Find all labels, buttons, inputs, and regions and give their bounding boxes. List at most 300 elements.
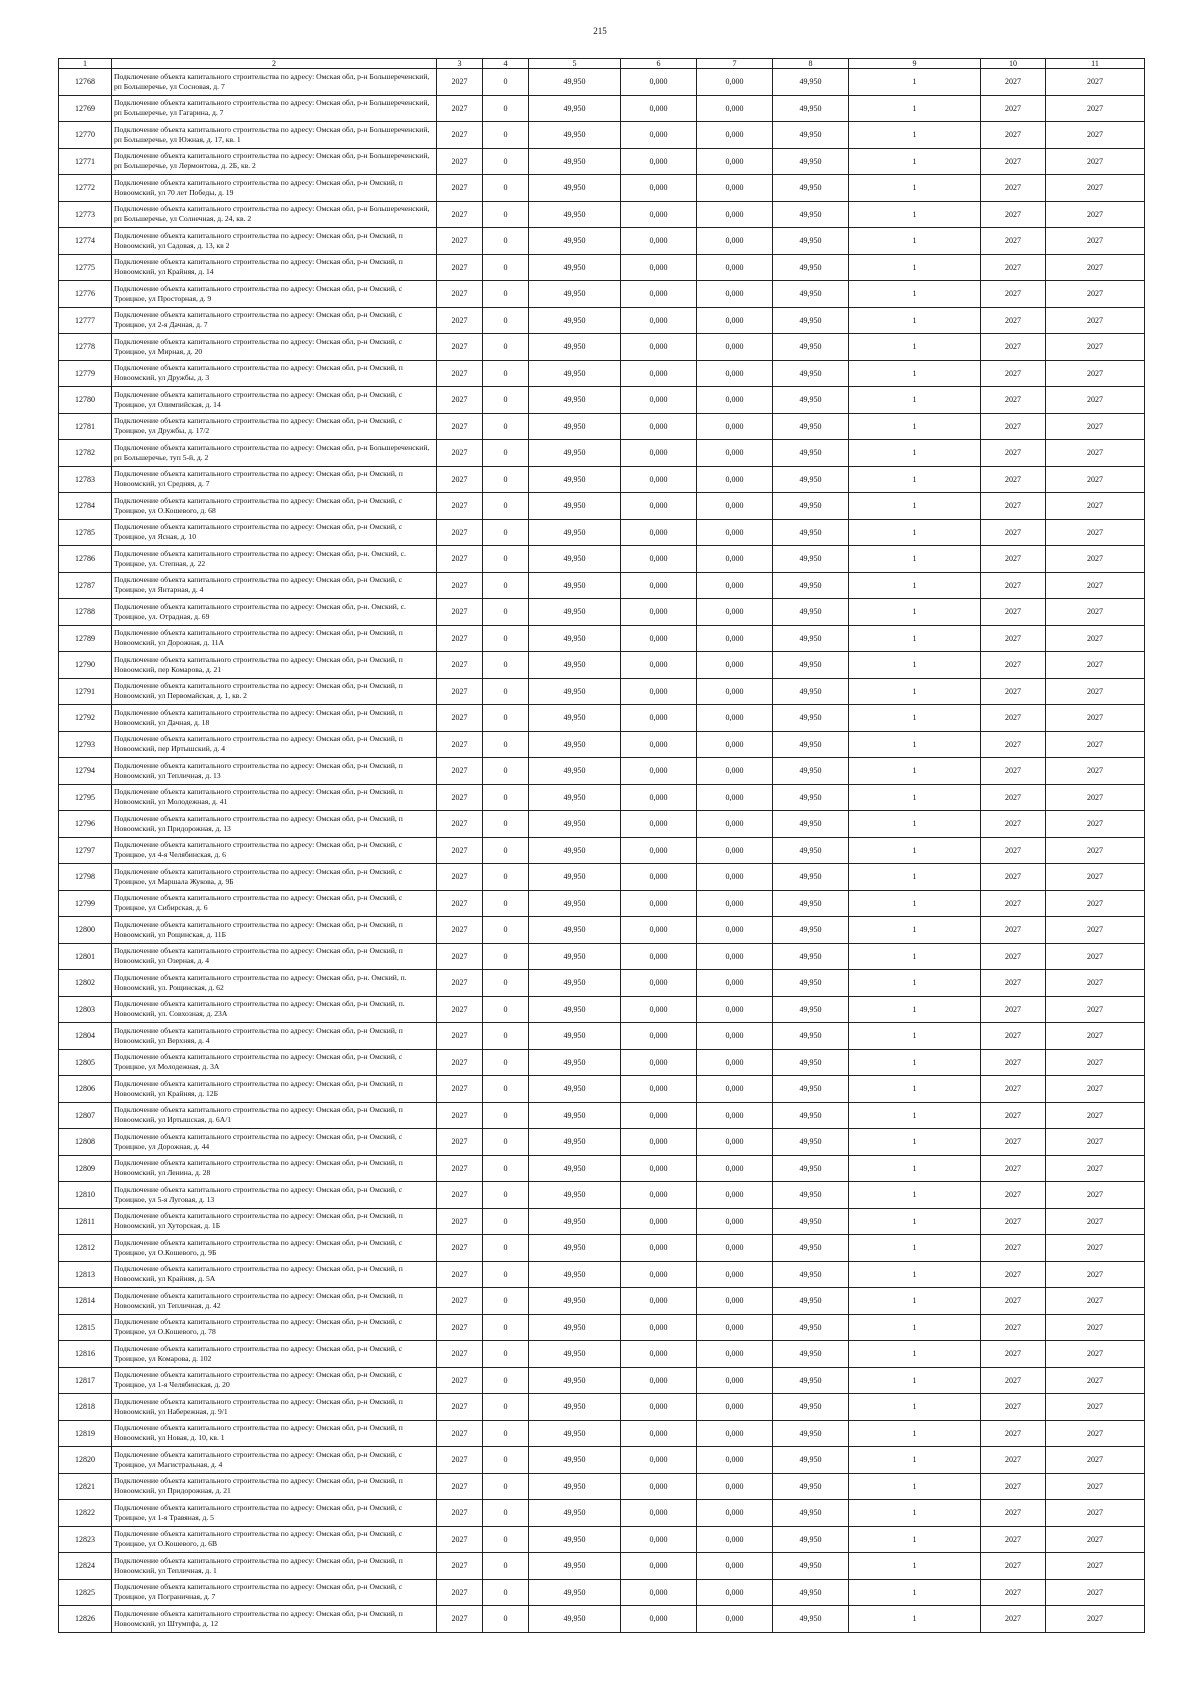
year-cell: 2027 xyxy=(437,1447,483,1474)
value-cell-6: 0,000 xyxy=(621,864,697,891)
value-cell-4: 0 xyxy=(483,440,529,467)
year-cell: 2027 xyxy=(437,122,483,149)
year-cell: 2027 xyxy=(437,572,483,599)
object-description: Подключение объекта капитального строительства по адресу: Омская обл, р-н Омский, п Новоомский, ул Хуторская, д. 1Б xyxy=(112,1208,437,1235)
value-cell-4: 0 xyxy=(483,1526,529,1553)
value-cell-8: 49,950 xyxy=(773,1553,849,1580)
end-year-cell: 2027 xyxy=(1046,175,1145,202)
object-description: Подключение объекта капитального строительства по адресу: Омская обл, р-н Омский, с Троицкое, ул Дружбы, д. 17/2 xyxy=(112,413,437,440)
start-year-cell: 2027 xyxy=(981,1341,1046,1368)
value-cell-4: 0 xyxy=(483,413,529,440)
value-cell-5: 49,950 xyxy=(529,1394,621,1421)
row-number: 12793 xyxy=(59,731,112,758)
start-year-cell: 2027 xyxy=(981,705,1046,732)
object-description: Подключение объекта капитального строительства по адресу: Омская обл, р-н Омский, п Новоомский, ул Ленина, д. 28 xyxy=(112,1155,437,1182)
value-cell-5: 49,950 xyxy=(529,1473,621,1500)
value-cell-6: 0,000 xyxy=(621,519,697,546)
value-cell-5: 49,950 xyxy=(529,466,621,493)
value-cell-7: 0,000 xyxy=(697,1182,773,1209)
object-description: Подключение объекта капитального строительства по адресу: Омская обл, р-н Омский, п. Новоомский, ул. Совхозная, д. 23А xyxy=(112,996,437,1023)
value-cell-6: 0,000 xyxy=(621,1553,697,1580)
object-description: Подключение объекта капитального строительства по адресу: Омская обл, р-н Омский, п Новоомский, ул Штумпфа, д. 12 xyxy=(112,1606,437,1633)
end-year-cell: 2027 xyxy=(1046,705,1145,732)
value-cell-8: 49,950 xyxy=(773,334,849,361)
table-row xyxy=(59,758,1145,785)
page-number: 215 xyxy=(593,26,607,36)
object-description: Подключение объекта капитального строительства по адресу: Омская обл, р-н Омский, п Новоомский, ул Иртышская, д. 6А/1 xyxy=(112,1102,437,1129)
value-cell-5: 49,950 xyxy=(529,864,621,891)
table-row xyxy=(59,572,1145,599)
object-description: Подключение объекта капитального строительства по адресу: Омская обл, р-н Омский, с Троицкое, ул Магистральная, д. 4 xyxy=(112,1447,437,1474)
year-cell: 2027 xyxy=(437,493,483,520)
year-cell: 2027 xyxy=(437,1182,483,1209)
start-year-cell: 2027 xyxy=(981,307,1046,334)
start-year-cell: 2027 xyxy=(981,652,1046,679)
object-description: Подключение объекта капитального строительства по адресу: Омская обл, р-н Омский, с Троицкое, ул О.Кошевого, д. 6В xyxy=(112,1526,437,1553)
column-number-3: 3 xyxy=(437,59,483,69)
value-cell-6: 0,000 xyxy=(621,1235,697,1262)
object-description: Подключение объекта капитального строительства по адресу: Омская обл, р-н Омский, с Троицкое, ул 1-я Челябинская, д. 20 xyxy=(112,1367,437,1394)
year-cell: 2027 xyxy=(437,1076,483,1103)
value-cell-5: 49,950 xyxy=(529,599,621,626)
value-cell-4: 0 xyxy=(483,201,529,228)
value-cell-7: 0,000 xyxy=(697,201,773,228)
table-row xyxy=(59,1049,1145,1076)
value-cell-4: 0 xyxy=(483,678,529,705)
row-number: 12797 xyxy=(59,837,112,864)
count-cell: 1 xyxy=(849,625,981,652)
table-row xyxy=(59,1235,1145,1262)
value-cell-8: 49,950 xyxy=(773,1394,849,1421)
value-cell-7: 0,000 xyxy=(697,69,773,96)
value-cell-4: 0 xyxy=(483,1288,529,1315)
end-year-cell: 2027 xyxy=(1046,864,1145,891)
end-year-cell: 2027 xyxy=(1046,917,1145,944)
object-description: Подключение объекта капитального строительства по адресу: Омская обл, р-н Омский, п Новоомский, ул Верхняя, д. 4 xyxy=(112,1023,437,1050)
value-cell-8: 49,950 xyxy=(773,1182,849,1209)
value-cell-7: 0,000 xyxy=(697,307,773,334)
count-cell: 1 xyxy=(849,360,981,387)
row-number: 12818 xyxy=(59,1394,112,1421)
start-year-cell: 2027 xyxy=(981,572,1046,599)
start-year-cell: 2027 xyxy=(981,1500,1046,1527)
value-cell-7: 0,000 xyxy=(697,1023,773,1050)
value-cell-4: 0 xyxy=(483,148,529,175)
row-number: 12821 xyxy=(59,1473,112,1500)
value-cell-4: 0 xyxy=(483,1023,529,1050)
count-cell: 1 xyxy=(849,95,981,122)
value-cell-8: 49,950 xyxy=(773,519,849,546)
end-year-cell: 2027 xyxy=(1046,413,1145,440)
value-cell-8: 49,950 xyxy=(773,307,849,334)
row-number: 12811 xyxy=(59,1208,112,1235)
count-cell: 1 xyxy=(849,1155,981,1182)
object-description: Подключение объекта капитального строительства по адресу: Омская обл, р-н. Омский, с. Троицкое, ул. Отрадная, д. 69 xyxy=(112,599,437,626)
value-cell-5: 49,950 xyxy=(529,1023,621,1050)
object-description: Подключение объекта капитального строительства по адресу: Омская обл, р-н Омский, с Троицкое, ул Комарова, д. 102 xyxy=(112,1341,437,1368)
value-cell-7: 0,000 xyxy=(697,1579,773,1606)
object-description: Подключение объекта капитального строительства по адресу: Омская обл, р-н Омский, с Троицкое, ул 2-я Дачная, д. 7 xyxy=(112,307,437,334)
value-cell-4: 0 xyxy=(483,917,529,944)
row-number: 12776 xyxy=(59,281,112,308)
value-cell-8: 49,950 xyxy=(773,1235,849,1262)
year-cell: 2027 xyxy=(437,1553,483,1580)
value-cell-6: 0,000 xyxy=(621,572,697,599)
start-year-cell: 2027 xyxy=(981,784,1046,811)
table-row xyxy=(59,1102,1145,1129)
value-cell-6: 0,000 xyxy=(621,1155,697,1182)
value-cell-5: 49,950 xyxy=(529,254,621,281)
year-cell: 2027 xyxy=(437,334,483,361)
row-number: 12770 xyxy=(59,122,112,149)
value-cell-6: 0,000 xyxy=(621,811,697,838)
value-cell-8: 49,950 xyxy=(773,148,849,175)
year-cell: 2027 xyxy=(437,1155,483,1182)
value-cell-7: 0,000 xyxy=(697,1288,773,1315)
start-year-cell: 2027 xyxy=(981,1155,1046,1182)
count-cell: 1 xyxy=(849,148,981,175)
end-year-cell: 2027 xyxy=(1046,1023,1145,1050)
value-cell-7: 0,000 xyxy=(697,1473,773,1500)
end-year-cell: 2027 xyxy=(1046,1182,1145,1209)
row-number: 12810 xyxy=(59,1182,112,1209)
count-cell: 1 xyxy=(849,466,981,493)
value-cell-8: 49,950 xyxy=(773,95,849,122)
end-year-cell: 2027 xyxy=(1046,1341,1145,1368)
value-cell-6: 0,000 xyxy=(621,1394,697,1421)
count-cell: 1 xyxy=(849,864,981,891)
value-cell-4: 0 xyxy=(483,1606,529,1633)
start-year-cell: 2027 xyxy=(981,917,1046,944)
value-cell-4: 0 xyxy=(483,360,529,387)
start-year-cell: 2027 xyxy=(981,731,1046,758)
value-cell-8: 49,950 xyxy=(773,254,849,281)
value-cell-6: 0,000 xyxy=(621,705,697,732)
table-row xyxy=(59,996,1145,1023)
value-cell-4: 0 xyxy=(483,1553,529,1580)
value-cell-7: 0,000 xyxy=(697,1606,773,1633)
value-cell-4: 0 xyxy=(483,519,529,546)
object-description: Подключение объекта капитального строительства по адресу: Омская обл, р-н Омский, с Троицкое, ул Дорожная, д. 44 xyxy=(112,1129,437,1156)
row-number: 12791 xyxy=(59,678,112,705)
value-cell-4: 0 xyxy=(483,122,529,149)
object-description: Подключение объекта капитального строительства по адресу: Омская обл, р-н Омский, п Новоомский, ул Придорожная, д. 13 xyxy=(112,811,437,838)
start-year-cell: 2027 xyxy=(981,175,1046,202)
value-cell-4: 0 xyxy=(483,175,529,202)
value-cell-6: 0,000 xyxy=(621,837,697,864)
value-cell-8: 49,950 xyxy=(773,811,849,838)
table-row xyxy=(59,413,1145,440)
row-number: 12812 xyxy=(59,1235,112,1262)
value-cell-5: 49,950 xyxy=(529,1261,621,1288)
value-cell-7: 0,000 xyxy=(697,705,773,732)
count-cell: 1 xyxy=(849,678,981,705)
year-cell: 2027 xyxy=(437,705,483,732)
value-cell-6: 0,000 xyxy=(621,387,697,414)
row-number: 12807 xyxy=(59,1102,112,1129)
value-cell-7: 0,000 xyxy=(697,440,773,467)
value-cell-6: 0,000 xyxy=(621,1102,697,1129)
value-cell-8: 49,950 xyxy=(773,122,849,149)
table-row xyxy=(59,705,1145,732)
value-cell-7: 0,000 xyxy=(697,1553,773,1580)
row-number: 12785 xyxy=(59,519,112,546)
value-cell-4: 0 xyxy=(483,572,529,599)
value-cell-4: 0 xyxy=(483,652,529,679)
value-cell-7: 0,000 xyxy=(697,254,773,281)
count-cell: 1 xyxy=(849,599,981,626)
object-description: Подключение объекта капитального строительства по адресу: Омская обл, р-н Омский, п Новоомский, ул Дорожная, д. 11А xyxy=(112,625,437,652)
count-cell: 1 xyxy=(849,519,981,546)
column-number-2: 2 xyxy=(112,59,437,69)
value-cell-4: 0 xyxy=(483,69,529,96)
value-cell-5: 49,950 xyxy=(529,201,621,228)
table-row xyxy=(59,122,1145,149)
value-cell-7: 0,000 xyxy=(697,466,773,493)
row-number: 12806 xyxy=(59,1076,112,1103)
start-year-cell: 2027 xyxy=(981,228,1046,255)
value-cell-6: 0,000 xyxy=(621,1526,697,1553)
object-description: Подключение объекта капитального строительства по адресу: Омская обл, р-н Большереченский, рп Большеречье, ул Солнечная, д. 24, кв. 2 xyxy=(112,201,437,228)
value-cell-5: 49,950 xyxy=(529,652,621,679)
end-year-cell: 2027 xyxy=(1046,731,1145,758)
value-cell-8: 49,950 xyxy=(773,1314,849,1341)
column-number-11: 11 xyxy=(1046,59,1145,69)
value-cell-7: 0,000 xyxy=(697,281,773,308)
count-cell: 1 xyxy=(849,1261,981,1288)
end-year-cell: 2027 xyxy=(1046,1049,1145,1076)
value-cell-8: 49,950 xyxy=(773,917,849,944)
value-cell-4: 0 xyxy=(483,1208,529,1235)
value-cell-7: 0,000 xyxy=(697,175,773,202)
value-cell-6: 0,000 xyxy=(621,122,697,149)
table-row xyxy=(59,625,1145,652)
table-row xyxy=(59,69,1145,96)
count-cell: 1 xyxy=(849,1076,981,1103)
row-number: 12787 xyxy=(59,572,112,599)
start-year-cell: 2027 xyxy=(981,1208,1046,1235)
end-year-cell: 2027 xyxy=(1046,1367,1145,1394)
value-cell-6: 0,000 xyxy=(621,652,697,679)
value-cell-4: 0 xyxy=(483,996,529,1023)
end-year-cell: 2027 xyxy=(1046,758,1145,785)
row-number: 12825 xyxy=(59,1579,112,1606)
value-cell-6: 0,000 xyxy=(621,1208,697,1235)
year-cell: 2027 xyxy=(437,1314,483,1341)
count-cell: 1 xyxy=(849,546,981,573)
start-year-cell: 2027 xyxy=(981,1314,1046,1341)
value-cell-7: 0,000 xyxy=(697,1261,773,1288)
value-cell-4: 0 xyxy=(483,1129,529,1156)
start-year-cell: 2027 xyxy=(981,360,1046,387)
column-number-6: 6 xyxy=(621,59,697,69)
value-cell-8: 49,950 xyxy=(773,1500,849,1527)
row-number: 12803 xyxy=(59,996,112,1023)
object-description: Подключение объекта капитального строительства по адресу: Омская обл, р-н Омский, п Новоомский, ул Тепличная, д. 42 xyxy=(112,1288,437,1315)
object-description: Подключение объекта капитального строительства по адресу: Омская обл, р-н Омский, с Троицкое, ул 5-я Луговая, д. 13 xyxy=(112,1182,437,1209)
column-number-8: 8 xyxy=(773,59,849,69)
value-cell-5: 49,950 xyxy=(529,546,621,573)
count-cell: 1 xyxy=(849,1606,981,1633)
start-year-cell: 2027 xyxy=(981,890,1046,917)
value-cell-4: 0 xyxy=(483,705,529,732)
value-cell-6: 0,000 xyxy=(621,1076,697,1103)
value-cell-7: 0,000 xyxy=(697,1394,773,1421)
value-cell-4: 0 xyxy=(483,1394,529,1421)
row-number: 12768 xyxy=(59,69,112,96)
end-year-cell: 2027 xyxy=(1046,546,1145,573)
value-cell-5: 49,950 xyxy=(529,228,621,255)
object-description: Подключение объекта капитального строительства по адресу: Омская обл, р-н Омский, с Троицкое, ул Пограничная, д. 7 xyxy=(112,1579,437,1606)
start-year-cell: 2027 xyxy=(981,625,1046,652)
object-description: Подключение объекта капитального строительства по адресу: Омская обл, р-н. Омский, п. Новоомский, ул. Рощинская, д. 62 xyxy=(112,970,437,997)
start-year-cell: 2027 xyxy=(981,1394,1046,1421)
table-row xyxy=(59,1129,1145,1156)
value-cell-5: 49,950 xyxy=(529,917,621,944)
end-year-cell: 2027 xyxy=(1046,1155,1145,1182)
year-cell: 2027 xyxy=(437,1394,483,1421)
count-cell: 1 xyxy=(849,1023,981,1050)
value-cell-7: 0,000 xyxy=(697,864,773,891)
value-cell-5: 49,950 xyxy=(529,678,621,705)
table-row xyxy=(59,387,1145,414)
value-cell-8: 49,950 xyxy=(773,1579,849,1606)
count-cell: 1 xyxy=(849,970,981,997)
start-year-cell: 2027 xyxy=(981,1102,1046,1129)
value-cell-4: 0 xyxy=(483,1367,529,1394)
value-cell-4: 0 xyxy=(483,1076,529,1103)
row-number: 12813 xyxy=(59,1261,112,1288)
row-number: 12794 xyxy=(59,758,112,785)
value-cell-7: 0,000 xyxy=(697,970,773,997)
value-cell-4: 0 xyxy=(483,1473,529,1500)
end-year-cell: 2027 xyxy=(1046,599,1145,626)
value-cell-6: 0,000 xyxy=(621,307,697,334)
start-year-cell: 2027 xyxy=(981,546,1046,573)
end-year-cell: 2027 xyxy=(1046,148,1145,175)
year-cell: 2027 xyxy=(437,1341,483,1368)
value-cell-7: 0,000 xyxy=(697,1155,773,1182)
start-year-cell: 2027 xyxy=(981,1553,1046,1580)
value-cell-6: 0,000 xyxy=(621,334,697,361)
value-cell-4: 0 xyxy=(483,466,529,493)
connections-table xyxy=(58,58,1145,1633)
value-cell-7: 0,000 xyxy=(697,148,773,175)
value-cell-5: 49,950 xyxy=(529,1314,621,1341)
value-cell-7: 0,000 xyxy=(697,1367,773,1394)
value-cell-8: 49,950 xyxy=(773,970,849,997)
row-number: 12814 xyxy=(59,1288,112,1315)
object-description: Подключение объекта капитального строительства по адресу: Омская обл, р-н Омский, с Троицкое, ул Просторная, д. 9 xyxy=(112,281,437,308)
table-row xyxy=(59,1076,1145,1103)
table-row xyxy=(59,864,1145,891)
year-cell: 2027 xyxy=(437,811,483,838)
value-cell-6: 0,000 xyxy=(621,254,697,281)
table-body xyxy=(59,59,1145,1633)
value-cell-8: 49,950 xyxy=(773,1367,849,1394)
object-description: Подключение объекта капитального строительства по адресу: Омская обл, р-н Омский, п Новоомский, ул 70 лет Победы, д. 19 xyxy=(112,175,437,202)
value-cell-4: 0 xyxy=(483,546,529,573)
object-description: Подключение объекта капитального строительства по адресу: Омская обл, р-н Омский, с Троицкое, ул Сибирская, д. 6 xyxy=(112,890,437,917)
object-description: Подключение объекта капитального строительства по адресу: Омская обл, р-н Омский, с Троицкое, ул О.Кошевого, д. 68 xyxy=(112,493,437,520)
value-cell-7: 0,000 xyxy=(697,1208,773,1235)
value-cell-6: 0,000 xyxy=(621,1579,697,1606)
count-cell: 1 xyxy=(849,652,981,679)
row-number: 12804 xyxy=(59,1023,112,1050)
value-cell-4: 0 xyxy=(483,864,529,891)
row-number: 12808 xyxy=(59,1129,112,1156)
value-cell-5: 49,950 xyxy=(529,334,621,361)
year-cell: 2027 xyxy=(437,519,483,546)
row-number: 12788 xyxy=(59,599,112,626)
count-cell: 1 xyxy=(849,440,981,467)
count-cell: 1 xyxy=(849,1579,981,1606)
value-cell-6: 0,000 xyxy=(621,678,697,705)
end-year-cell: 2027 xyxy=(1046,652,1145,679)
year-cell: 2027 xyxy=(437,1049,483,1076)
year-cell: 2027 xyxy=(437,1235,483,1262)
count-cell: 1 xyxy=(849,1049,981,1076)
table-row xyxy=(59,678,1145,705)
end-year-cell: 2027 xyxy=(1046,970,1145,997)
row-number: 12792 xyxy=(59,705,112,732)
row-number: 12786 xyxy=(59,546,112,573)
year-cell: 2027 xyxy=(437,1473,483,1500)
year-cell: 2027 xyxy=(437,678,483,705)
value-cell-5: 49,950 xyxy=(529,943,621,970)
object-description: Подключение объекта капитального строительства по адресу: Омская обл, р-н Омский, п Новоомский, ул Озерная, д. 4 xyxy=(112,943,437,970)
value-cell-5: 49,950 xyxy=(529,148,621,175)
value-cell-5: 49,950 xyxy=(529,360,621,387)
table-row xyxy=(59,546,1145,573)
object-description: Подключение объекта капитального строительства по адресу: Омская обл, р-н Омский, п Новоомский, ул Придорожная, д. 21 xyxy=(112,1473,437,1500)
year-cell: 2027 xyxy=(437,599,483,626)
object-description: Подключение объекта капитального строительства по адресу: Омская обл, р-н Омский, с Троицкое, ул О.Кошевого, д. 78 xyxy=(112,1314,437,1341)
value-cell-8: 49,950 xyxy=(773,731,849,758)
row-number: 12819 xyxy=(59,1420,112,1447)
value-cell-5: 49,950 xyxy=(529,1102,621,1129)
value-cell-6: 0,000 xyxy=(621,943,697,970)
count-cell: 1 xyxy=(849,1553,981,1580)
value-cell-8: 49,950 xyxy=(773,572,849,599)
value-cell-8: 49,950 xyxy=(773,360,849,387)
value-cell-5: 49,950 xyxy=(529,307,621,334)
end-year-cell: 2027 xyxy=(1046,519,1145,546)
row-number: 12784 xyxy=(59,493,112,520)
value-cell-8: 49,950 xyxy=(773,281,849,308)
value-cell-8: 49,950 xyxy=(773,1102,849,1129)
count-cell: 1 xyxy=(849,1473,981,1500)
end-year-cell: 2027 xyxy=(1046,1076,1145,1103)
start-year-cell: 2027 xyxy=(981,387,1046,414)
year-cell: 2027 xyxy=(437,387,483,414)
year-cell: 2027 xyxy=(437,943,483,970)
count-cell: 1 xyxy=(849,890,981,917)
value-cell-7: 0,000 xyxy=(697,519,773,546)
count-cell: 1 xyxy=(849,413,981,440)
object-description: Подключение объекта капитального строительства по адресу: Омская обл, р-н. Омский, с. Троицкое, ул. Степная, д. 22 xyxy=(112,546,437,573)
start-year-cell: 2027 xyxy=(981,1447,1046,1474)
value-cell-6: 0,000 xyxy=(621,1341,697,1368)
value-cell-6: 0,000 xyxy=(621,175,697,202)
value-cell-6: 0,000 xyxy=(621,625,697,652)
row-number: 12802 xyxy=(59,970,112,997)
value-cell-8: 49,950 xyxy=(773,175,849,202)
table-row xyxy=(59,148,1145,175)
value-cell-7: 0,000 xyxy=(697,599,773,626)
start-year-cell: 2027 xyxy=(981,943,1046,970)
value-cell-6: 0,000 xyxy=(621,95,697,122)
